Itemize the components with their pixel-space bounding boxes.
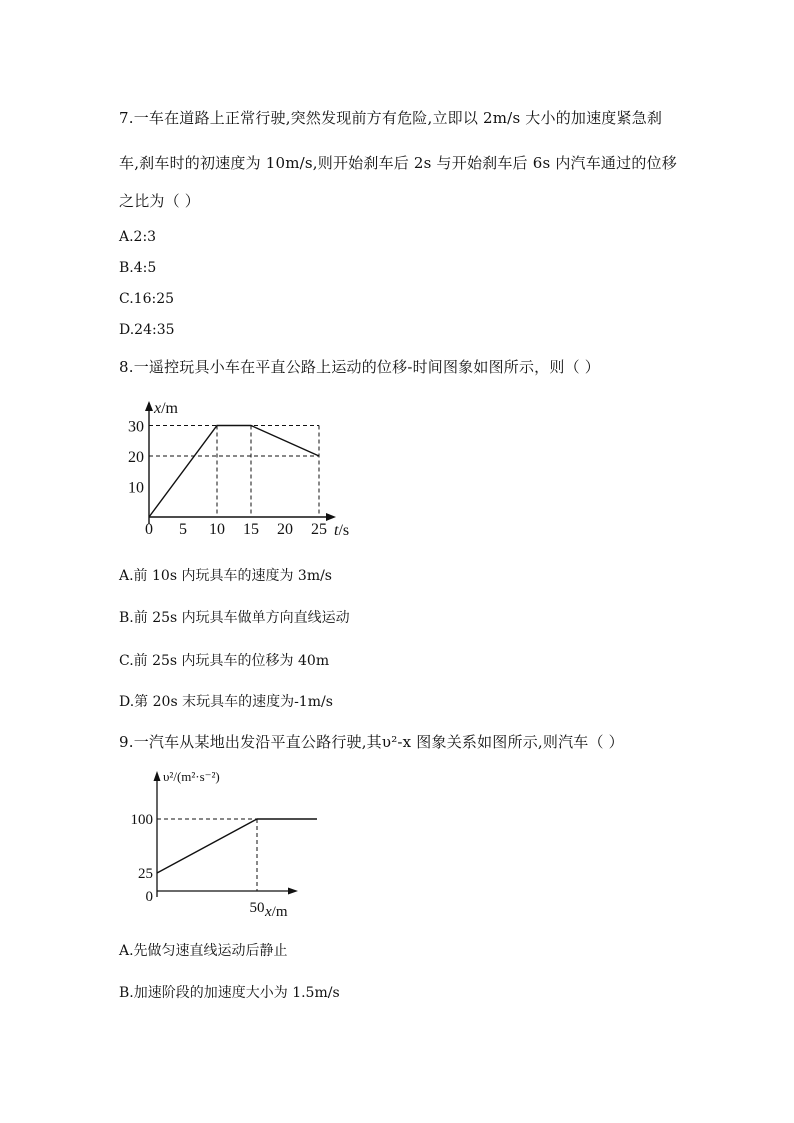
q8-y-tick-30: 30	[128, 418, 144, 436]
q8-y-tick-10: 10	[128, 479, 144, 497]
q9-y-tick-25: 25	[138, 866, 153, 882]
q8-x-tick-0: 0	[145, 521, 153, 538]
q7-option-c: C.16:25	[119, 291, 175, 307]
q8-option-c: C.前 25s 内玩具车的位移为 40m	[119, 653, 330, 669]
q9-stem: 9.一汽车从某地出发沿平直公路行驶,其υ²-x 图象关系如图所示,则汽车（ ）	[119, 733, 624, 751]
q7-line-2: 车,刹车时的初速度为 10m/s,则开始刹车后 2s 与开始刹车后 6s 内汽车通过的位移	[119, 154, 677, 172]
q8-x-unit: /s	[338, 522, 350, 539]
q8-stem: 8.一遥控玩具小车在平直公路上运动的位移-时间图象如图所示，则（ ）	[119, 358, 600, 376]
q8-x-tick-20: 20	[277, 521, 293, 538]
q8-option-b: B.前 25s 内玩具车做单方向直线运动	[119, 610, 350, 626]
q8-x-tick-15: 15	[243, 521, 259, 538]
q8-y-unit: /m	[161, 400, 178, 417]
q8-x-tick-10: 10	[209, 521, 225, 538]
q7-line-3: 之比为（ ）	[119, 192, 200, 210]
q9-y-tick-100: 100	[130, 812, 153, 828]
q7-option-a: A.2:3	[119, 229, 157, 245]
q8-xt-graph	[120, 393, 370, 543]
q9-x-tick-50: 50	[249, 900, 265, 916]
q9-x-var: x	[265, 904, 272, 920]
q8-option-d: D.第 20s 末玩具车的速度为-1m/s	[119, 694, 333, 710]
q8-option-a: A.前 10s 内玩具车的速度为 3m/s	[119, 568, 332, 584]
q8-y-tick-20: 20	[128, 449, 144, 466]
q9-option-b: B.加速阶段的加速度大小为 1.5m/s	[119, 985, 340, 1001]
q9-y-label: υ²/(m²·s⁻²)	[163, 769, 220, 784]
q8-x-tick-25: 25	[311, 521, 327, 538]
q8-y-var: x	[154, 400, 162, 417]
q9-option-a: A.先做匀速直线运动后静止	[119, 943, 288, 959]
q8-x-tick-5: 5	[179, 521, 187, 538]
q7-option-d: D.24:35	[119, 322, 175, 338]
q9-x-unit: /m	[271, 904, 288, 920]
q8-x-var: t	[334, 522, 339, 539]
q8-x-label	[334, 522, 349, 539]
q9-v2x-graph	[120, 764, 320, 924]
q7-option-b: B.4:5	[119, 260, 157, 276]
q7-line-1: 7.一车在道路上正常行驶,突然发现前方有危险,立即以 2m/s 大小的加速度紧急刹	[119, 109, 663, 127]
q9-x-label	[264, 904, 288, 920]
q8-y-label	[153, 400, 179, 417]
q9-y-tick-0: 0	[145, 889, 153, 905]
